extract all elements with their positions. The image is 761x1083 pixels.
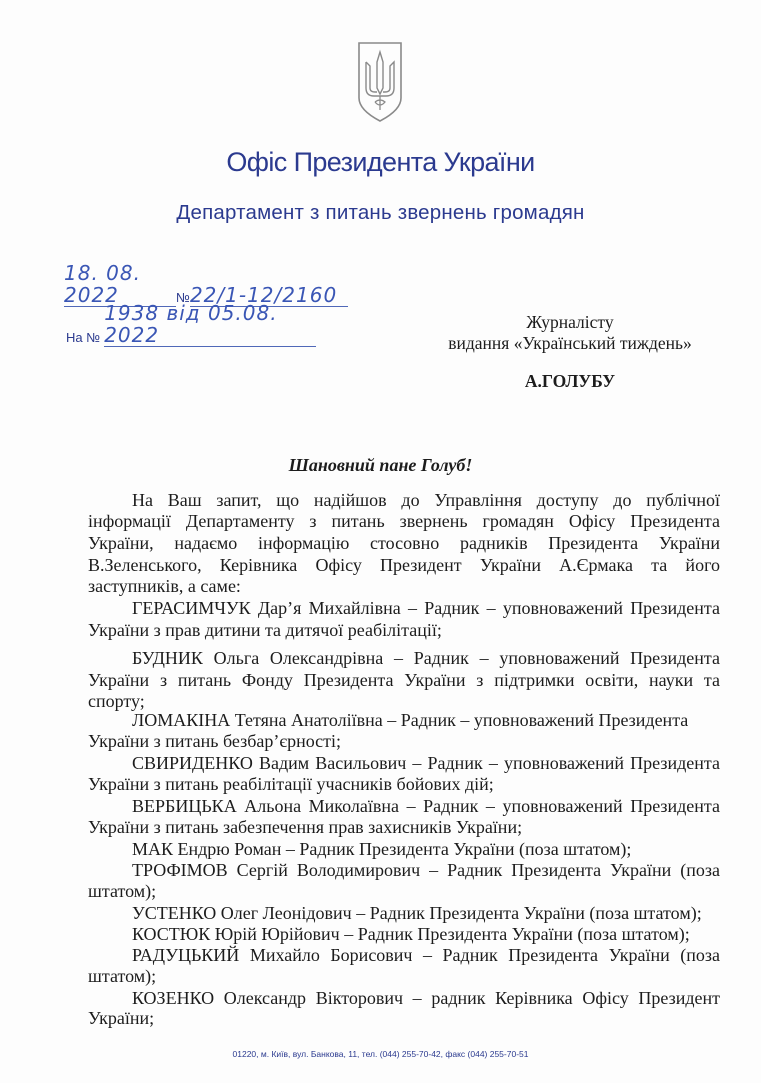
- body-line: В.Зеленського, Керівника Офісу Президент України А.Єрмака та його: [88, 555, 720, 575]
- body-line: України, надаємо інформацію стосовно радників Президента України: [88, 533, 720, 553]
- incoming-number: 1938 від 05.08. 2022: [104, 302, 316, 347]
- body-line: України з питань безбар’єрності;: [88, 731, 342, 751]
- body-line: ТРОФІМОВ Сергій Володимирович – Радник Президента України (поза: [132, 860, 720, 880]
- reply-label: На №: [66, 330, 101, 345]
- body-line: КОЗЕНКО Олександр Вікторович – радник Керівника Офісу Президент: [132, 988, 720, 1008]
- number-label: №: [176, 290, 190, 305]
- body-line: На Ваш запит, що надійшов до Управління доступу до публічної: [132, 490, 720, 510]
- body-line: ВЕРБИЦЬКА Альона Миколаївна – Радник – уповноважений Президента: [132, 796, 720, 816]
- trident-icon: [356, 40, 404, 124]
- body-line: інформації Департаменту з питань звернень громадян Офісу Президента: [88, 511, 720, 531]
- body-line: ЛОМАКІНА Тетяна Анатоліївна – Радник – уповноважений Президента: [132, 710, 689, 730]
- body-line: спорту;: [88, 691, 145, 711]
- body-line: КОСТЮК Юрій Юрійович – Радник Президента України (поза штатом);: [132, 924, 690, 944]
- body-line: України з прав дитини та дитячої реабілітації;: [88, 620, 442, 640]
- body-line: України;: [88, 1008, 155, 1028]
- office-title: Офіс Президента України: [226, 147, 535, 177]
- incoming-reference: [66, 302, 316, 347]
- body-line: ГЕРАСИМЧУК Дар’я Михайлівна – Радник – уповноважений Президента: [132, 598, 720, 618]
- body-line: заступників, а саме:: [88, 576, 241, 596]
- body-line: штатом);: [88, 881, 157, 901]
- body-line: України з питань забезпечення прав захисників України;: [88, 817, 523, 837]
- body-line: України з питань Фонду Президента України з підтримки освіти, науки та: [88, 670, 720, 690]
- body-line: України з питань реабілітації учасників бойових дій;: [88, 774, 494, 794]
- body-line: РАДУЦЬКИЙ Михайло Борисович – Радник Президента України (поза: [132, 945, 720, 965]
- footer-address: 01220, м. Київ, вул. Банкова, 11, тел. (044) 255-70-42, факс (044) 255-70-51: [232, 1049, 529, 1059]
- salutation: Шановний пане Голуб!: [288, 455, 473, 475]
- body-line: УСТЕНКО Олег Леонідович – Радник Президента України (поза штатом);: [132, 903, 702, 923]
- department-title: Департамент з питань звернень громадян: [176, 201, 585, 224]
- body-line: МАК Ендрю Роман – Радник Президента України (поза штатом);: [132, 839, 632, 859]
- outgoing-number: 22/1-12/2160: [190, 284, 348, 307]
- addressee-line-2: видання «Український тиждень»: [448, 333, 692, 353]
- addressee-line-1: Журналісту: [526, 312, 614, 332]
- body-line: штатом);: [88, 966, 157, 986]
- body-line: СВИРИДЕНКО Вадим Васильович – Радник – уповноважений Президента: [132, 753, 720, 773]
- addressee-name: А.ГОЛУБУ: [524, 371, 616, 391]
- body-line: БУДНИК Ольга Олександрівна – Радник – уповноважений Президента: [132, 648, 720, 668]
- outgoing-date: 18. 08. 2022: [64, 262, 176, 307]
